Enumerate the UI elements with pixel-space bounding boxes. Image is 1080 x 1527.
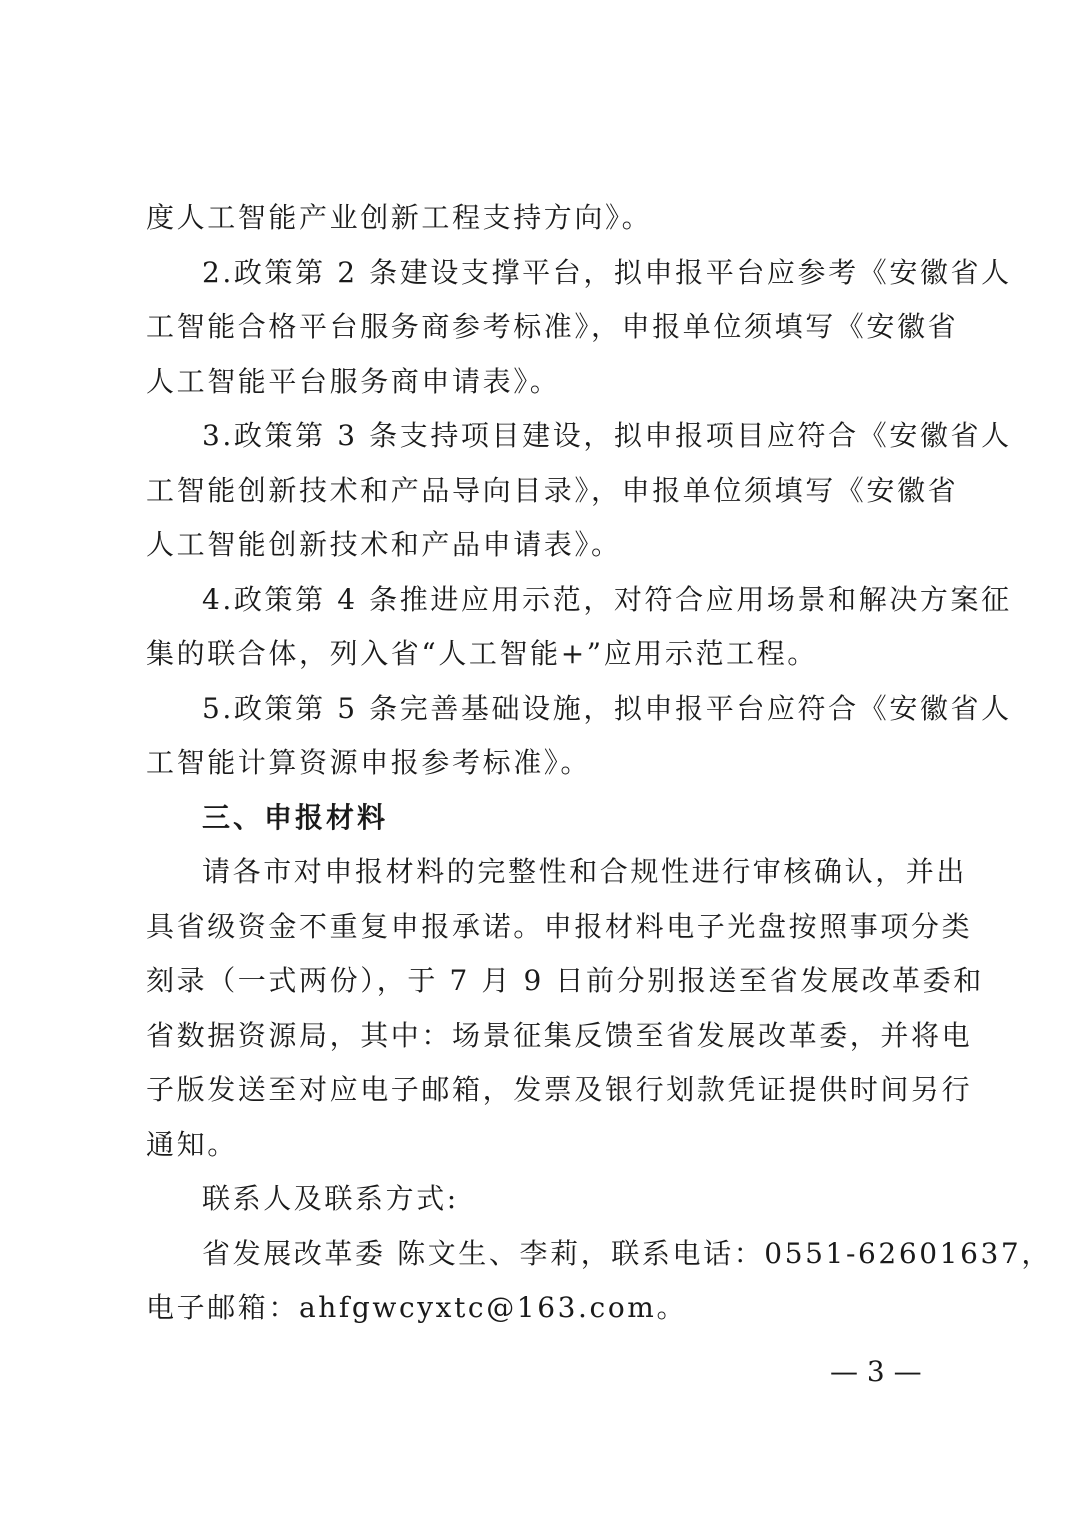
text-line-10: 5.政策第 5 条完善基础设施，拟申报平台应符合《安徽省人 — [202, 692, 1012, 725]
text-line-4: 人工智能平台服务商申请表》。 — [146, 365, 561, 398]
contact-heading: 联系人及联系方式: — [202, 1182, 459, 1215]
text-line-16: 省数据资源局，其中：场景征集反馈至省发展改革委，并将电 — [146, 1019, 973, 1052]
text-line-17: 子版发送至对应电子邮箱，发票及银行划款凭证提供时间另行 — [146, 1073, 973, 1106]
text-line-8: 4.政策第 4 条推进应用示范，对符合应用场景和解决方案征 — [202, 583, 1012, 616]
text-line-13: 请各市对申报材料的完整性和合规性进行审核确认，并出 — [202, 855, 968, 888]
text-line-7: 人工智能创新技术和产品申请表》。 — [146, 528, 622, 561]
text-line-11: 工智能计算资源申报参考标准》。 — [146, 746, 592, 779]
text-line-14: 具省级资金不重复申报承诺。申报材料电子光盘按照事项分类 — [146, 910, 973, 943]
text-line-5: 3.政策第 3 条支持项目建设，拟申报项目应符合《安徽省人 — [202, 419, 1012, 452]
text-line-18: 通知。 — [146, 1128, 238, 1161]
text-line-1: 度人工智能产业创新工程支持方向》。 — [146, 201, 653, 234]
text-line-9: 集的联合体，列入省“人工智能+”应用示范工程。 — [146, 637, 818, 670]
text-line-6: 工智能创新技术和产品导向目录》，申报单位须填写《安徽省 — [146, 474, 959, 507]
contact-line-1: 省发展改革委 陈文生、李莉，联系电话：0551-62601637， — [202, 1237, 1052, 1270]
text-line-2: 2.政策第 2 条建设支撑平台，拟申报平台应参考《安徽省人 — [202, 256, 1012, 289]
contact-line-2: 电子邮箱：ahfgwcyxtc@163.com。 — [146, 1291, 688, 1324]
section-heading: 三、申报材料 — [202, 801, 389, 834]
text-line-15: 刻录（一式两份），于 7 月 9 日前分别报送至省发展改革委和 — [146, 964, 984, 997]
text-line-3: 工智能合格平台服务商参考标准》，申报单位须填写《安徽省 — [146, 310, 959, 343]
page-number: — 3 — — [830, 1355, 922, 1388]
